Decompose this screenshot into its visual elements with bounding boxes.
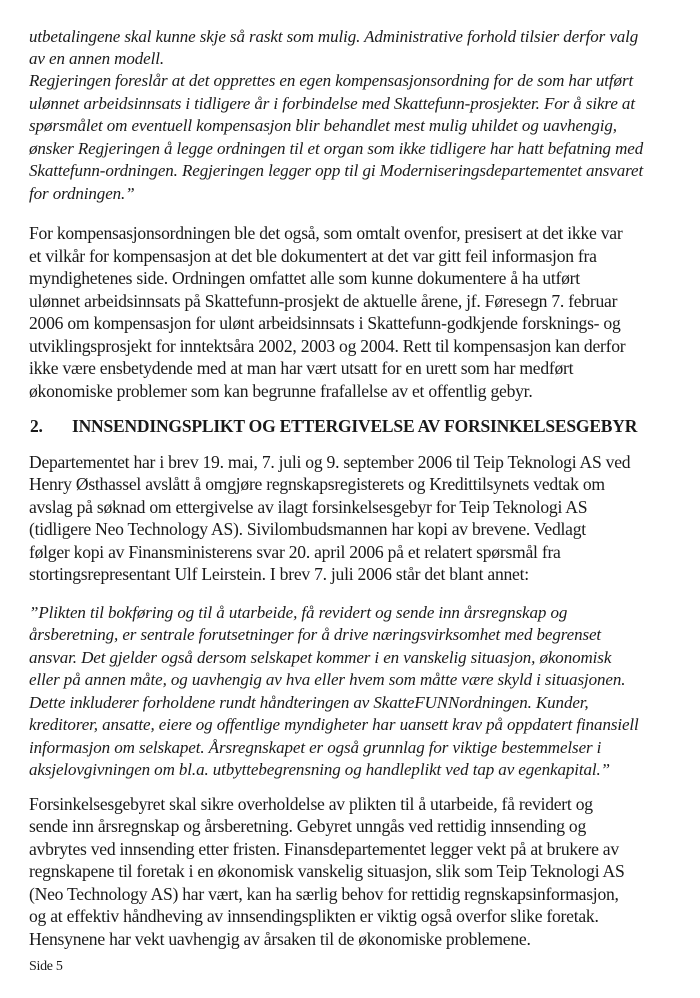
text-line: ansvar. Det gjelder også dersom selskapet kommer i en vanskelig situasjon, økonomisk xyxy=(29,648,612,667)
text-line: utbetalingene skal kunne skje så raskt som mulig. Administrative forhold tilsier derfor valg xyxy=(29,27,639,46)
text-line: myndighetenes side. Ordningen omfattet alle som kunne dokumentere å ha utført xyxy=(29,268,580,288)
text-line: Dette inkluderer forholdene rundt håndteringen av SkatteFUNNordningen. Kunder, xyxy=(29,693,589,712)
text-line: ”Plikten til bokføring og til å utarbeide, få revidert og sende inn årsregnskap og xyxy=(29,603,568,622)
text-line: spørsmålet om eventuell kompensasjon blir behandlet mest mulig uhildet og uavhengig, xyxy=(29,116,617,135)
text-line: ulønnet arbeidsinnsats i tidligere år i forbindelse med Skattefunn-prosjekter. For å sikre at xyxy=(29,94,635,113)
text-line: Departementet har i brev 19. mai, 7. juli og 9. september 2006 til Teip Teknologi AS ved xyxy=(29,452,631,472)
text-line: utviklingsprosjekt for inntektsåra 2002, 2003 og 2004. Rett til kompensasjon kan derfor xyxy=(29,336,626,356)
text-line: for ordningen.” xyxy=(29,184,135,203)
text-line: avslag på søknad om ettergivelse av ilagt forsinkelsesgebyr for Teip Teknologi AS xyxy=(29,497,588,517)
text-line: Regjeringen foreslår at det opprettes en egen kompensasjonsordning for de som har utført xyxy=(29,71,634,90)
text-line: (tidligere Neo Technology AS). Sivilombudsmannen har kopi av brevene. Vedlagt xyxy=(29,519,586,539)
text-line: og at effektiv håndheving av innsendingsplikten er viktig også overfor slike foretak. xyxy=(29,906,599,926)
text-line: sende inn årsregnskap og årsberetning. Gebyret unngås ved rettidig innsending og xyxy=(29,816,587,836)
text-line: et vilkår for kompensasjon at det ble dokumentert at det var gitt feil informasjon fra xyxy=(29,246,597,266)
text-line: Hensynene har vekt uavhengig av årsaken til de økonomiske problemene. xyxy=(29,929,531,949)
text-line: kreditorer, ansatte, eiere og offentlige myndigheter har uansett krav på oppdatert finansiell xyxy=(29,715,639,734)
text-line: ønsker Regjeringen å legge ordningen til et organ som ikke tidligere har hatt befatning med xyxy=(29,139,644,158)
text-line: Skattefunn-ordningen. Regjeringen legger opp til gi Moderniseringsdepartementet ansvaret xyxy=(29,161,644,180)
text-line: følger kopi av Finansministerens svar 20. april 2006 på et relatert spørsmål fra xyxy=(29,542,561,562)
text-line: informasjon om selskapet. Årsregnskapet er også grunnlag for viktige bestemmelser i xyxy=(29,738,602,757)
text-line: ulønnet arbeidsinnsats på Skattefunn-prosjekt de aktuelle årene, jf. Føresegn 7. februar xyxy=(29,291,618,311)
text-line: Henry Østhassel avslått å omgjøre regnskapsregisterets og Kredittilsynets vedtak om xyxy=(29,474,605,494)
text-line: av en annen modell. xyxy=(29,49,165,68)
text-line: ikke være ensbetydende med at man har vært utsatt for en urett som har medført xyxy=(29,358,574,378)
text-line: (Neo Technology AS) har vært, kan ha særlig behov for rettidig regnskapsinformasjon, xyxy=(29,884,619,904)
text-line: eller på annen måte, og uavhengig av hva eller hvem som måtte være skyld i situasjonen. xyxy=(29,670,626,689)
text-line: 2006 om kompensasjon for ulønt arbeidsinnsats i Skattefunn-godkjende forsknings- og xyxy=(29,313,621,333)
section-title: INNSENDINGSPLIKT OG ETTERGIVELSE AV FORSINKELSESGEBYR xyxy=(72,416,638,436)
text-line: For kompensasjonsordningen ble det også, som omtalt ovenfor, presisert at det ikke var xyxy=(29,223,623,243)
text-line: regnskapene til foretak i en økonomisk vanskelig situasjon, slik som Teip Teknologi AS xyxy=(29,861,625,881)
text-line: årsberetning, er sentrale forutsetninger for å drive næringsvirksomhet med begrenset xyxy=(29,625,602,644)
text-line: Forsinkelsesgebyret skal sikre overholdelse av plikten til å utarbeide, få revidert og xyxy=(29,794,593,814)
page-number: Side 5 xyxy=(29,959,63,974)
section-number: 2. xyxy=(30,416,43,436)
text-line: økonomiske problemer som kan begrunne frafallelse av et offentlig gebyr. xyxy=(29,381,533,401)
text-line: stortingsrepresentant Ulf Leirstein. I brev 7. juli 2006 står det blant annet: xyxy=(29,564,529,584)
text-line: avbrytes ved innsending etter fristen. Finansdepartementet legger vekt på at brukere av xyxy=(29,839,619,859)
text-line: aksjelovgivningen om bl.a. utbyttebegrensning og handleplikt ved tap av egenkapital.” xyxy=(29,760,611,779)
